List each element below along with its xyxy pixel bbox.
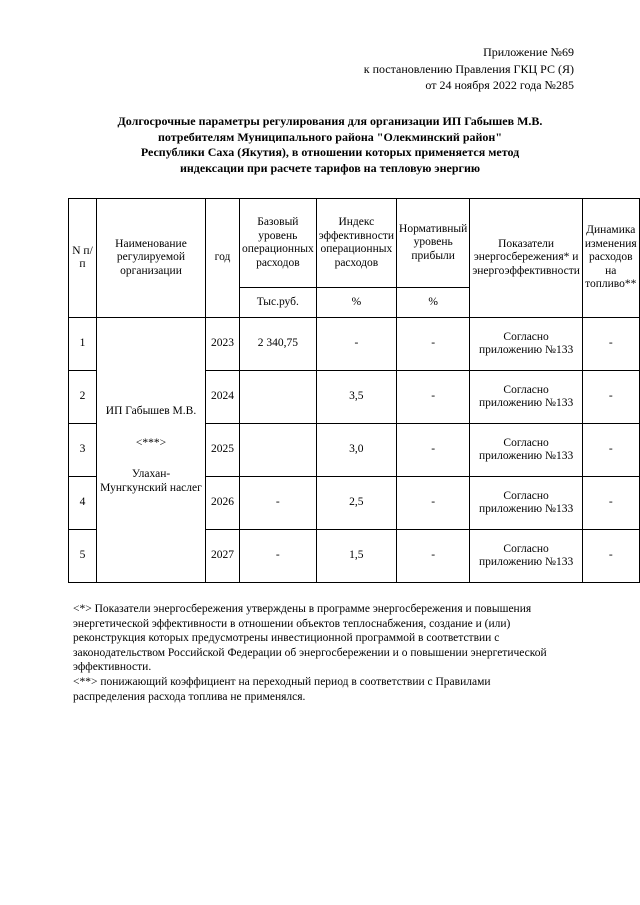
header-dyn: Динамика изменения расходов на топливо** [582, 199, 639, 318]
cell-year: 2027 [206, 530, 240, 583]
resolution-date: от 24 ноября 2022 года №285 [425, 78, 574, 92]
title-line: Долгосрочные параметры регулирования для организации ИП Габышев М.В. [117, 114, 543, 128]
cell-norm: - [397, 477, 470, 530]
cell-energy: Согласно приложению №133 [470, 530, 583, 583]
cell-num: 3 [69, 424, 97, 477]
cell-index: 1,5 [316, 530, 396, 583]
cell-year: 2024 [206, 371, 240, 424]
table-row [69, 318, 640, 371]
cell-dyn: - [582, 477, 639, 530]
cell-energy: Согласно приложению №133 [470, 477, 583, 530]
cell-base: 2 340,75 [240, 318, 317, 371]
parameters-table [68, 198, 640, 583]
cell-norm: - [397, 530, 470, 583]
cell-num: 1 [69, 318, 97, 371]
appendix-number: Приложение №69 [483, 45, 574, 59]
header-norm: Нормативный уровень прибыли [397, 199, 470, 288]
resolution-reference: к постановлению Правления ГКЦ РС (Я) [363, 61, 574, 76]
cell-base [240, 424, 317, 477]
unit-base: Тыс.руб. [240, 288, 317, 318]
unit-index: % [316, 288, 396, 318]
footnote-fuel: <**> понижающий коэффициент на переходный период в соответствии с Правилами распределения расхода топлива не применялся. [73, 675, 491, 703]
cell-num: 5 [69, 530, 97, 583]
unit-norm: % [397, 288, 470, 318]
cell-base [240, 371, 317, 424]
cell-dyn: - [582, 318, 639, 371]
cell-year: 2026 [206, 477, 240, 530]
cell-dyn: - [582, 424, 639, 477]
header-base: Базовый уровень операционных расходов [240, 199, 317, 288]
org-note: <***> [135, 436, 167, 449]
title-line: потребителям Муниципального района "Олекминский район" [157, 129, 503, 144]
cell-energy: Согласно приложению №133 [470, 318, 583, 371]
document-header [364, 44, 574, 94]
cell-energy: Согласно приложению №133 [470, 424, 583, 477]
footnotes [73, 602, 553, 704]
header-energy: Показатели энергосбережения* и энергоэффективности [470, 199, 583, 318]
header-num: N п/п [69, 199, 97, 318]
cell-year: 2025 [206, 424, 240, 477]
cell-energy: Согласно приложению №133 [470, 371, 583, 424]
cell-num: 2 [69, 371, 97, 424]
cell-dyn: - [582, 371, 639, 424]
cell-index: - [316, 318, 396, 371]
cell-base: - [240, 530, 317, 583]
footnote-energy: <*> Показатели энергосбережения утверждены в программе энергосбережения и повышения энергетической эффективности в отношении объектов теплоснабжения, создание и (или) реконструкция которых предусмотрены инвестиционной программой в соответствии с законодательством Российской Федерации об энергосбережении и о повышении энергетической эффективности. [73, 603, 547, 674]
cell-norm: - [397, 371, 470, 424]
cell-org [97, 318, 206, 583]
org-place: Улахан-Мунгкунский наслег [100, 468, 202, 494]
cell-index: 3,0 [316, 424, 396, 477]
cell-dyn: - [582, 530, 639, 583]
cell-norm: - [397, 318, 470, 371]
header-index: Индекс эффективности операционных расходов [316, 199, 396, 288]
cell-year: 2023 [206, 318, 240, 371]
title-line: Республики Саха (Якутия), в отношении которых применяется метод [140, 145, 520, 159]
cell-base: - [240, 477, 317, 530]
cell-index: 2,5 [316, 477, 396, 530]
cell-num: 4 [69, 477, 97, 530]
header-year: год [206, 199, 240, 318]
document-title [70, 114, 590, 176]
title-line: индексации при расчете тарифов на тепловую энергию [179, 160, 481, 175]
header-org: Наименование регулируемой организации [97, 199, 206, 318]
org-name: ИП Габышев М.В. [105, 405, 197, 417]
cell-norm: - [397, 424, 470, 477]
cell-index: 3,5 [316, 371, 396, 424]
